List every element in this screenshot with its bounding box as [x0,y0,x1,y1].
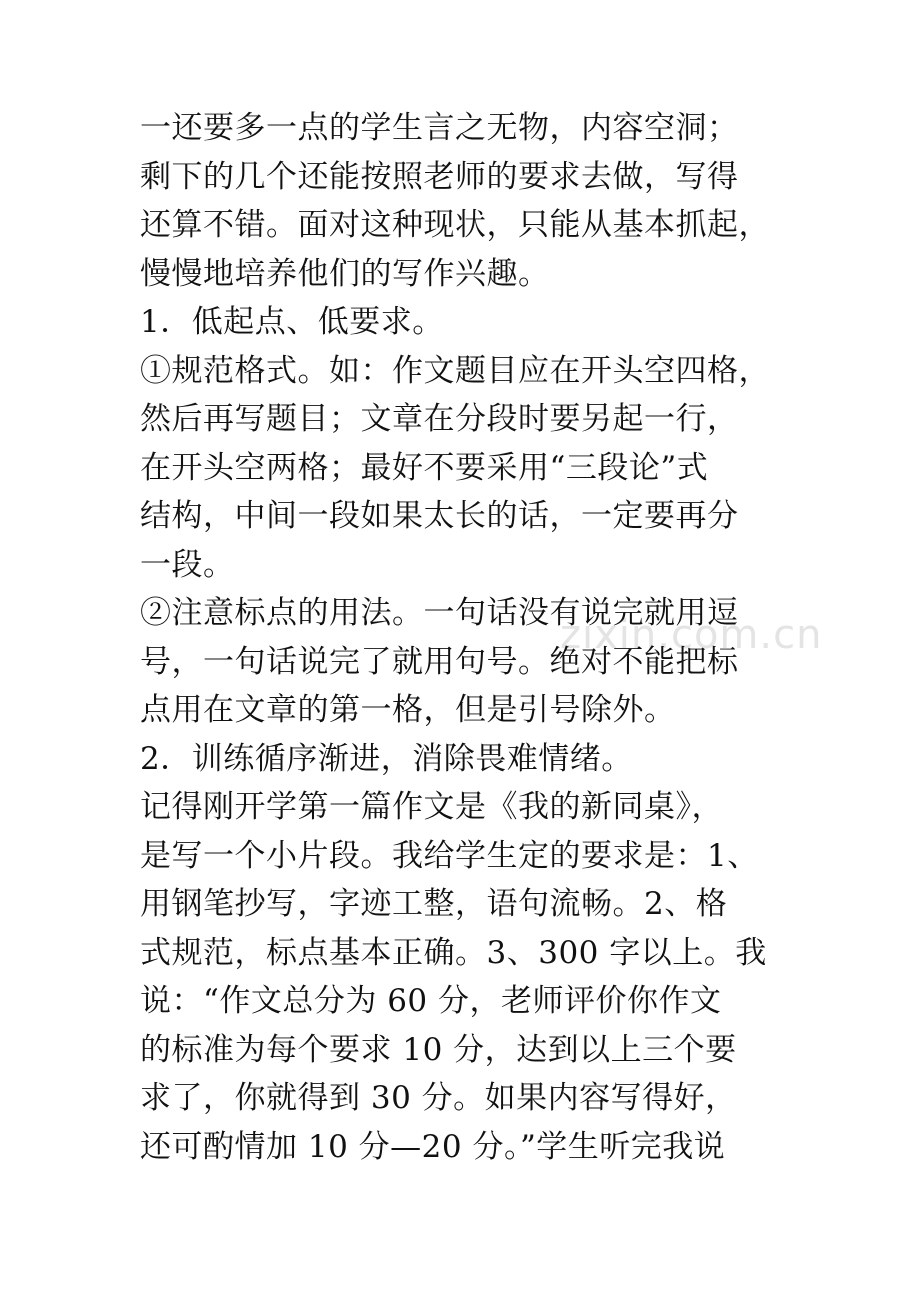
text-line: 慢慢地培养他们的写作兴趣。 [140,255,550,292]
text-line: ②注意标点的用法。一句话没有说完就用逗 [140,595,739,631]
text-line: 结构，中间一段如果太长的话，一定要再分 [140,498,739,534]
text-line: 的标准为每个要求 10 分，达到以上三个要 [140,1031,737,1068]
section-heading: 2．训练循序渐进，消除畏难情绪。 [140,740,633,777]
text-line: 号，一句话说完了就用句号。绝对不能把标 [140,643,739,680]
text-line: 式规范，标点基本正确。3、300 字以上。我 [140,934,767,971]
document-body [140,104,800,1171]
text-line: 一段。 [140,546,235,583]
text-line: 还可酌情加 10 分—20 分。”学生听完我说 [140,1128,726,1165]
text-line: 记得刚开学第一篇作文是《我的新同桌》， [140,789,723,825]
watermark: zixin.com.cn [560,612,823,658]
text-line: 在开头空两格；最好不要采用“三段论”式 [140,449,709,486]
text-line: 用钢笔抄写，字迹工整，语句流畅。2、格 [140,886,728,922]
text-line: 是写一个小片段。我给学生定的要求是：1、 [140,837,759,874]
text-line: 说：“作文总分为 60 分，老师评价你作文 [140,983,722,1019]
text-line: 求了，你就得到 30 分。如果内容写得好， [140,1080,737,1116]
text-line: 点用在文章的第一格，但是引号除外。 [140,692,676,728]
section-heading: 1．低起点、低要求。 [140,304,444,340]
text-line: 剩下的几个还能按照老师的要求去做，写得 [140,158,739,195]
text-line: 然后再写题目；文章在分段时要另起一行， [140,401,739,437]
text-line: 还算不错。面对这种现状，只能从基本抓起， [140,207,770,243]
text-line: 一还要多一点的学生言之无物，内容空洞； [140,110,739,146]
text-line: ①规范格式。如：作文题目应在开头空四格， [140,352,770,389]
